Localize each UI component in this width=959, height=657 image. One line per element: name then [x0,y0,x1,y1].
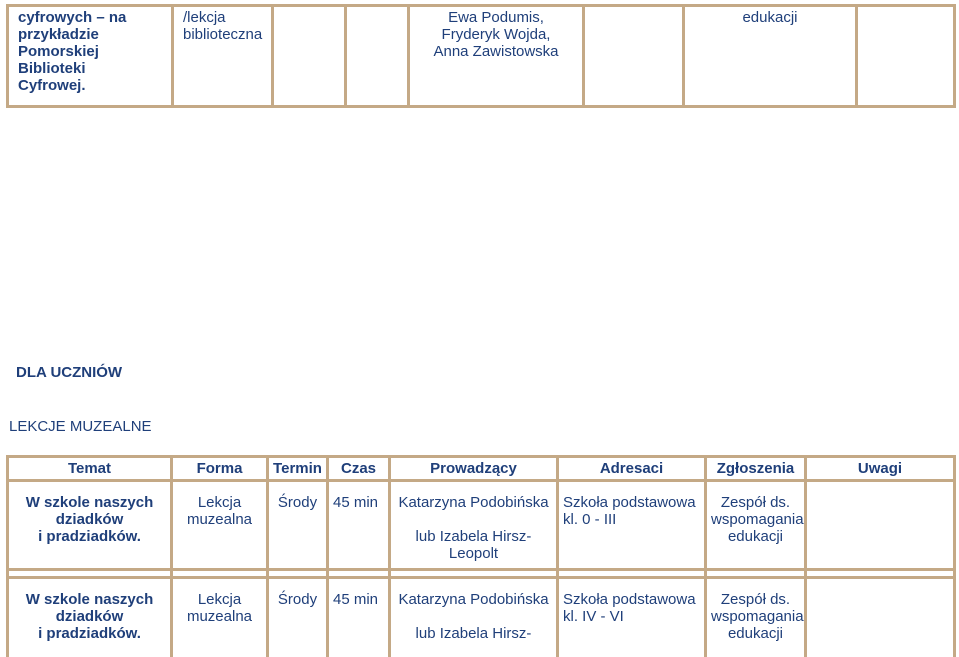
table-row [8,6,955,107]
topic-cell: cyfrowych – na przykładzie Pomorskiej Biblioteki Cyfrowej. [8,6,173,107]
form-cell: /lekcja biblioteczna [173,6,273,107]
table-row [8,481,955,570]
section-heading: DLA UCZNIÓW [16,364,122,381]
signup-cell: Zespół ds. wspomagania edukacji [706,481,806,570]
time-cell: 45 min [328,578,390,657]
row-separator [8,570,955,578]
term-cell: Środy [268,481,328,570]
header-adresaci: Adresaci [558,457,706,481]
form-cell: Lekcja muzealna [172,578,268,657]
top-table-fragment [6,4,956,108]
signup-cell: edukacji [684,6,857,107]
header-zgloszenia: Zgłoszenia [706,457,806,481]
notes-cell [806,481,955,570]
table-row [8,578,955,657]
teacher-cell: Katarzyna Podobińska lub Izabela Hirsz- [390,578,558,657]
term-cell: Środy [268,578,328,657]
header-forma: Forma [172,457,268,481]
notes-cell [806,578,955,657]
topic-cell: W szkole naszych dziadków i pradziadków. [8,481,172,570]
audience-cell [584,6,684,107]
header-czas: Czas [328,457,390,481]
audience-cell: Szkoła podstawowa kl. 0 - III [558,481,706,570]
signup-cell: Zespół ds. wspomagania edukacji [706,578,806,657]
audience-cell: Szkoła podstawowa kl. IV - VI [558,578,706,657]
lessons-table [6,455,956,657]
time-cell: 45 min [328,481,390,570]
header-uwagi: Uwagi [806,457,955,481]
table-header-row [8,457,955,481]
notes-cell [857,6,955,107]
header-prowadzacy: Prowadzący [390,457,558,481]
topic-cell: W szkole naszych dziadków i pradziadków. [8,578,172,657]
form-cell: Lekcja muzealna [172,481,268,570]
section-subheading: LEKCJE MUZEALNE [9,418,152,435]
term-cell [273,6,346,107]
teacher-cell: Ewa Podumis, Fryderyk Wojda, Anna Zawistowska [409,6,584,107]
header-temat: Temat [8,457,172,481]
time-cell [346,6,409,107]
teacher-cell: Katarzyna Podobińska lub Izabela Hirsz- Leopolt [390,481,558,570]
header-termin: Termin [268,457,328,481]
